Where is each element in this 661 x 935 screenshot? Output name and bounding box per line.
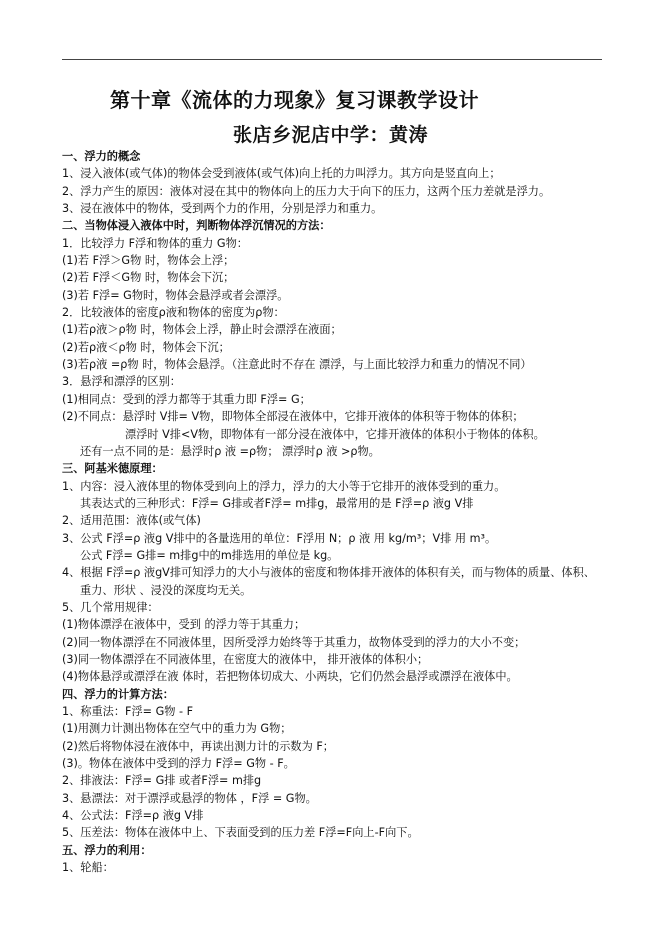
- text-line: 公式 F浮= G排= m排g中的m排选用的单位是 kg。: [80, 548, 339, 562]
- text-line: 2、适用范围：液体(或气体): [62, 514, 201, 528]
- text-line: (3)。物体在液体中受到的浮力 F浮= G物 - F。: [62, 757, 295, 771]
- text-line: (2)不同点：悬浮时 V排= V物，即物体全部浸在液体中，它排开液体的体积等于物体的体积；: [62, 410, 524, 424]
- text-line: 3．悬浮和漂浮的区别：: [62, 375, 181, 389]
- text-line: 1、称重法：F浮= G物 - F: [62, 705, 194, 718]
- text-line: 漂浮时 V排<V物，即物体有一部分浸在液体中，它排开液体的体积小于物体的体积。: [125, 427, 545, 441]
- text-line: (1)若ρ液＞ρ物 时，物体会上浮，静止时会漂浮在液面；: [62, 323, 342, 337]
- text-line: (2)若ρ液＜ρ物 时，物体会下沉；: [62, 340, 230, 354]
- page-title: 第十章《流体的力现象》复习课教学设计: [110, 88, 479, 112]
- text-line: 1、内容：浸入液体里的物体受到向上的浮力，浮力的大小等于它排开的液体受到的重力。: [62, 479, 506, 493]
- text-line: 1、浸入液体(或气体)的物体会受到液体(或气体)向上托的力叫浮力。其方向是竖直向上；: [62, 167, 501, 181]
- text-line: 1．比较浮力 F浮和物体的重力 G物：: [62, 236, 248, 250]
- text-line: 3、浸在液体中的物体，受到两个力的作用，分别是浮力和重力。: [62, 202, 383, 216]
- section-heading: 四、浮力的计算方法：: [62, 687, 174, 701]
- text-line: (2)然后将物体浸在液体中，再读出测力计的示数为 F；: [62, 739, 334, 753]
- text-line: 3、悬漂法：对于漂浮或悬浮的物体 ，F浮 = G物。: [62, 791, 317, 805]
- text-line: (1)用测力计测出物体在空气中的重力为 G物；: [62, 722, 292, 736]
- text-line: 1、轮船：: [62, 861, 114, 875]
- author-line: 张店乡泥店中学：黄涛: [233, 124, 429, 146]
- text-line: (1)相同点：受到的浮力都等于其重力即 F浮= G；: [62, 392, 311, 406]
- text-line: 5、压差法：物体在液体中上、下表面受到的压力差 F浮=F向上-F向下。: [62, 826, 419, 840]
- text-line: 其表达式的三种形式：F浮= G排或者F浮= m排g，最常用的是 F浮=ρ 液g V排: [80, 496, 474, 510]
- text-line: (3)同一物体漂浮在不同液体里，在密度大的液体中， 排开液体的体积小；: [62, 652, 429, 666]
- text-line: 5、几个常用规律：: [62, 600, 159, 614]
- text-line: 2、浮力产生的原因：液体对浸在其中的物体向上的压力大于向下的压力，这两个压力差就是浮力。: [62, 184, 551, 198]
- text-line: 4、公式法：F浮=ρ 液g V排: [62, 809, 204, 823]
- text-line: 还有一点不同的是：悬浮时ρ 液 =ρ物； 漂浮时ρ 液 >ρ物。: [80, 444, 380, 458]
- text-line: (3)若ρ液 =ρ物 时，物体会悬浮。（注意此时不存在 漂浮，与上面比较浮力和重力的情况不同）: [62, 358, 532, 372]
- text-line: (2)同一物体漂浮在不同液体里，因所受浮力始终等于其重力，故物体受到的浮力的大小不变；: [62, 635, 526, 649]
- text-line: (1)若 F浮＞G物 时，物体会上浮；: [62, 254, 235, 268]
- section-heading: 一、浮力的概念: [62, 150, 141, 163]
- header-rule: [62, 59, 602, 60]
- text-line: 4、根据 F浮=ρ 液gV排可知浮力的大小与液体的密度和物体排开液体的体积有关，而与物体的质量、体积、: [62, 566, 595, 580]
- text-line: 重力、形状 、浸没的深度均无关。: [80, 583, 252, 597]
- document-body: [62, 148, 607, 876]
- text-line: (3)若 F浮= G物时，物体会悬浮或者会漂浮。: [62, 288, 289, 302]
- section-heading: 五、浮力的利用：: [62, 843, 152, 857]
- text-line: (2)若 F浮＜G物 时，物体会下沉；: [62, 271, 235, 285]
- text-line: 2．比较液体的密度ρ液和物体的密度为ρ物：: [62, 306, 285, 320]
- section-heading: 二、当物体浸入液体中时，判断物体浮沉情况的方法：: [62, 219, 331, 233]
- text-line: 3、公式 F浮=ρ 液g V排中的各量选用的单位：F浮用 N；ρ 液 用 kg/m³；V排 用 m³。: [62, 531, 497, 545]
- text-line: (4)物体悬浮或漂浮在液 体时，若把物体切成大、小两块，它们仍然会悬浮或漂浮在液体中。: [62, 670, 518, 684]
- text-line: 2、排液法：F浮= G排 或者F浮= m排g: [62, 774, 262, 788]
- text-line: (1)物体漂浮在液体中，受到 的浮力等于其重力；: [62, 618, 306, 632]
- section-heading: 三、阿基米德原理：: [62, 462, 163, 476]
